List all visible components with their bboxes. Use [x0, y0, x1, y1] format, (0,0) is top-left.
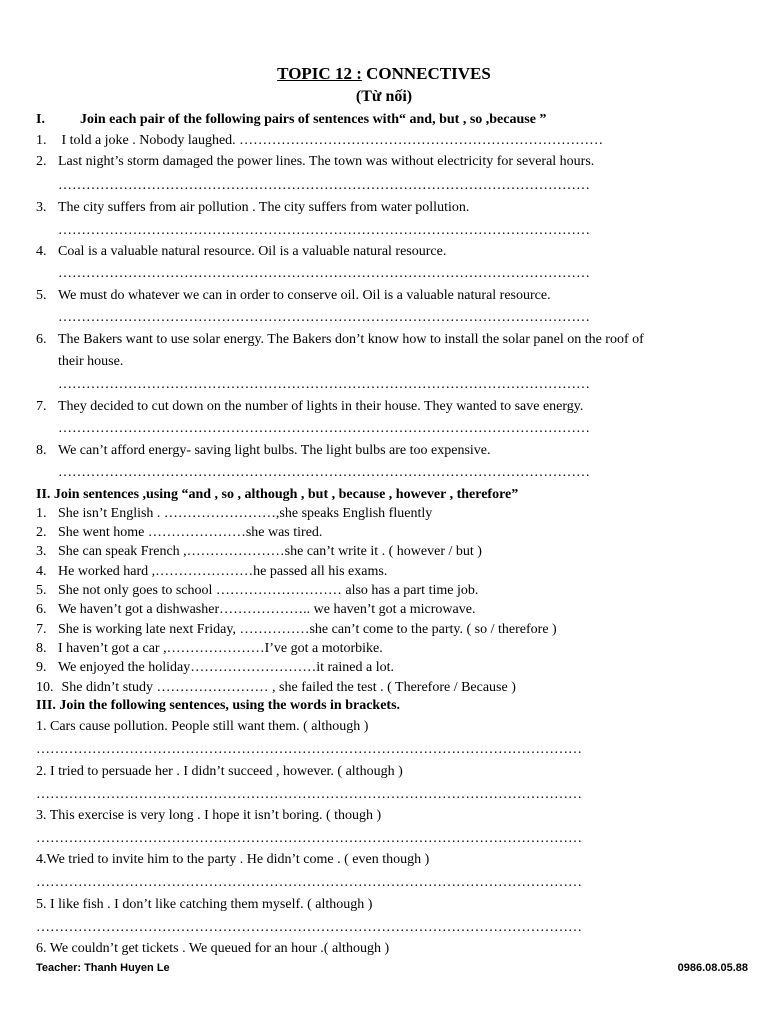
item-number: 4.	[36, 244, 47, 259]
s1-item-3	[36, 199, 469, 217]
item-text[interactable]: She not only goes to school ……………………… also has a part time job.	[58, 583, 479, 598]
item-number: 7.	[36, 622, 47, 637]
item-text[interactable]: She is working late next Friday, ……………she can’t come to the party. ( so / therefore )	[58, 622, 557, 637]
item-text[interactable]: He worked hard ,…………………he passed all his exams.	[58, 564, 388, 579]
s1-item-1	[36, 132, 603, 150]
answer-line[interactable]: ……………………………………………………………………………………………………	[58, 465, 590, 480]
answer-line[interactable]: ………………………………………………………………………………………………………	[36, 742, 582, 757]
s3-item-3: 3. This exercise is very long . I hope it isn’t boring. ( though )	[36, 808, 382, 823]
page-title	[0, 64, 768, 84]
item-text[interactable]: She isn’t English . ……………………,she speaks English fluently	[58, 506, 433, 521]
item-number: 3.	[36, 200, 47, 215]
s2-item-7	[36, 621, 557, 639]
section1-roman: I.	[36, 112, 45, 127]
footer-teacher: Teacher: Thanh Huyen Le	[36, 962, 170, 974]
item-number: 1.	[36, 506, 47, 521]
s1-item-4	[36, 243, 446, 261]
footer-phone: 0986.08.05.88	[677, 962, 748, 974]
item-number: 6.	[36, 602, 47, 617]
item-number: 2.	[36, 154, 47, 169]
s2-item-4	[36, 563, 387, 581]
item-text: They decided to cut down on the number of lights in their house. They wanted to save energy.	[58, 399, 584, 414]
item-text[interactable]: We haven’t got a dishwasher……………….. we haven’t got a microwave.	[58, 602, 476, 617]
s2-item-6	[36, 601, 475, 619]
item-number: 10.	[36, 680, 54, 695]
s1-item-6	[36, 331, 644, 349]
answer-line[interactable]: ……………………………………………………………………………………………………	[58, 266, 590, 281]
s3-item-5: 5. I like fish . I don’t like catching them myself. ( although )	[36, 897, 373, 912]
s1-item-2	[36, 153, 594, 171]
item-number: 7.	[36, 399, 47, 414]
s1-item-8	[36, 442, 491, 460]
s2-item-9	[36, 659, 394, 677]
s2-item-10	[36, 679, 516, 697]
item-number: 3.	[36, 544, 47, 559]
answer-line[interactable]: ……………………………………………………………………………………………………	[58, 223, 590, 238]
item-text[interactable]: I haven’t got a car ,…………………I’ve got a motorbike.	[58, 641, 383, 656]
item-number: 2.	[36, 525, 47, 540]
answer-line[interactable]: ………………………………………………………………………………………………………	[36, 920, 582, 935]
section2-heading: II. Join sentences ,using “and , so , although , but , because , however , therefore”	[36, 487, 519, 502]
item-text: We must do whatever we can in order to conserve oil. Oil is a valuable natural resource.	[58, 288, 551, 303]
item-number: 4.	[36, 564, 47, 579]
s3-item-1: 1. Cars cause pollution. People still want them. ( although )	[36, 719, 369, 734]
answer-line[interactable]: ………………………………………………………………………………………………………	[36, 831, 582, 846]
item-number: 9.	[36, 660, 47, 675]
answer-line[interactable]: ……………………………………………………………………………………………………	[58, 377, 590, 392]
s2-item-3	[36, 543, 482, 561]
section3-heading: III. Join the following sentences, using the words in brackets.	[36, 698, 401, 713]
item-number: 5.	[36, 288, 47, 303]
s3-item-4: 4.We tried to invite him to the party . He didn’t come . ( even though )	[36, 852, 430, 867]
item-text[interactable]: She can speak French ,…………………she can’t write it . ( however / but )	[58, 544, 482, 559]
title-suffix: CONNECTIVES	[361, 64, 491, 83]
s2-item-5	[36, 582, 478, 600]
item-text: Last night’s storm damaged the power lines. The town was without electricity for several hours.	[58, 154, 595, 169]
item-text[interactable]: We enjoyed the holiday………………………it rained a lot.	[58, 660, 394, 675]
s1-item-5	[36, 287, 551, 305]
s2-item-2	[36, 524, 322, 542]
s3-item-6: 6. We couldn’t get tickets . We queued for an hour .( although )	[36, 941, 390, 956]
item-number: 8.	[36, 641, 47, 656]
answer-line[interactable]: ………………………………………………………………………………………………………	[36, 787, 582, 802]
item-number: 1.	[36, 133, 47, 148]
s1-item-6-cont: their house.	[58, 354, 124, 369]
answer-line[interactable]: ………………………………………………………………………………………………………	[36, 875, 582, 890]
item-text: I told a joke . Nobody laughed. ……………………………………………………………………	[58, 133, 604, 148]
title-prefix: TOPIC 12 :	[277, 64, 362, 83]
item-number: 8.	[36, 443, 47, 458]
answer-line[interactable]: ……………………………………………………………………………………………………	[58, 421, 590, 436]
item-text: The city suffers from air pollution . The city suffers from water pollution.	[58, 200, 470, 215]
s2-item-1	[36, 505, 432, 523]
answer-line[interactable]: ……………………………………………………………………………………………………	[58, 310, 590, 325]
page-subtitle: (Từ nối)	[355, 88, 413, 105]
item-text: The Bakers want to use solar energy. The Bakers don’t know how to install the solar panel on the roof of	[58, 332, 644, 347]
item-number: 5.	[36, 583, 47, 598]
s2-item-8	[36, 640, 383, 658]
item-number: 6.	[36, 332, 47, 347]
item-text[interactable]: She went home …………………she was tired.	[58, 525, 323, 540]
s3-item-2: 2. I tried to persuade her . I didn’t succeed , however. ( although )	[36, 764, 403, 779]
section1-heading-text: Join each pair of the following pairs of sentences with“ and, but , so ,because ”	[80, 112, 547, 127]
answer-line[interactable]: ……………………………………………………………………………………………………	[58, 178, 590, 193]
section1-heading	[36, 111, 546, 129]
s1-item-7	[36, 398, 583, 416]
item-text: We can’t afford energy- saving light bulbs. The light bulbs are too expensive.	[58, 443, 491, 458]
item-text[interactable]: She didn’t study …………………… , she failed the test . ( Therefore / Because )	[58, 680, 516, 695]
item-text: Coal is a valuable natural resource. Oil is a valuable natural resource.	[58, 244, 447, 259]
